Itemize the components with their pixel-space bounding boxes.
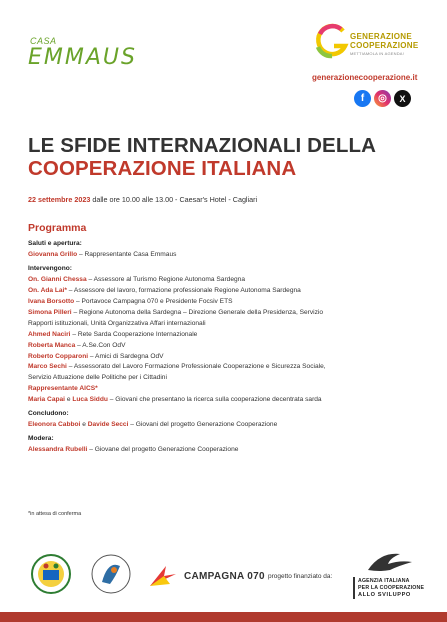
speaker-role: – Giovane del progetto Generazione Cooperazione	[87, 446, 239, 454]
emmaus-logo-text: EMMAUS	[28, 45, 137, 70]
speaker-name: Davide Secci	[87, 421, 129, 429]
casa-emmaus-logo	[28, 36, 138, 76]
list-item	[28, 352, 428, 363]
speaker-name: Roberta Manca	[28, 341, 76, 349]
event-title-line1: LE SFIDE INTERNAZIONALI DELLA	[28, 134, 376, 157]
speaker-name: Maria Capai	[28, 396, 66, 404]
speaker-name: Alessandra Rubelli	[28, 446, 88, 454]
gen-logo-line1: GENERAZIONE	[350, 32, 412, 41]
list-item	[28, 362, 428, 373]
speaker-name: Ivana Borsotto	[28, 297, 75, 305]
campagna-070-label: CAMPAGNA 070	[184, 571, 265, 582]
speaker-name: Marco Sechi	[28, 363, 67, 371]
speaker-role: – Assessore al Turismo Regione Autonoma Sardegna	[86, 275, 245, 283]
speaker-role: – Regione Autonoma della Sardegna – Direzione Generale della Presidenza, Servizio	[71, 308, 324, 316]
speaker-role: – Rete Sarda Cooperazione Internazionale	[70, 330, 198, 338]
website-link[interactable]: generazionecooperazione.it	[312, 73, 418, 82]
event-details: dalle ore 10.00 alle 13.00 - Caesar's Hotel - Cagliari	[90, 195, 258, 204]
speaker-role: – Rappresentante Casa Emmaus	[77, 250, 177, 258]
amici-sardegna-badge-icon	[90, 552, 132, 596]
list-item	[28, 395, 428, 406]
speaker-role: – Giovani che presentano la ricerca sulla cooperazione decentrata sarda	[107, 396, 322, 404]
social-icons	[354, 90, 411, 107]
generazione-cooperazione-logo	[312, 20, 432, 70]
list-item-continuation: Servizio Attuazione delle Politiche per i Cittadini	[28, 374, 167, 382]
interventi-heading: Intervengono:	[28, 264, 72, 272]
footer-red-bar	[0, 612, 447, 622]
modera-heading: Modera:	[28, 435, 54, 443]
speaker-role: – Assessorato del Lavoro Formazione Professionale Cooperazione e Sicurezza Sociale,	[66, 363, 326, 371]
list-item	[28, 308, 428, 319]
aics-line2: PER LA COOPERAZIONE	[358, 585, 425, 591]
aics-divider	[353, 577, 355, 599]
financed-by-label: progetto finanziato da:	[268, 573, 333, 580]
facebook-icon[interactable]: f	[354, 90, 371, 107]
speaker-name: Rappresentante AICS*	[28, 385, 98, 393]
conjunction: e	[80, 421, 88, 429]
emmaus-logo-small-text: CASA	[30, 36, 57, 46]
list-item	[28, 341, 428, 352]
x-twitter-icon[interactable]: X	[394, 90, 411, 107]
campagna-070-logo-icon	[148, 564, 178, 588]
event-dateline	[28, 195, 257, 204]
list-item	[28, 286, 428, 297]
speaker-name: Eleonora Cabboi	[28, 421, 81, 429]
saluti-heading: Saluti e apertura:	[28, 240, 82, 247]
speaker-name: On. Ada Lai*	[28, 286, 67, 294]
list-item	[28, 297, 428, 308]
dove-icon	[360, 550, 420, 574]
aics-line1: AGENZIA ITALIANA	[358, 578, 410, 584]
concludono-heading: Concludono:	[28, 410, 69, 418]
speaker-name: Ahmed Naciri	[28, 330, 71, 338]
speaker-role: – Amici di Sardegna OdV	[88, 352, 164, 360]
list-item	[28, 330, 428, 341]
speaker-name: On. Gianni Chessa	[28, 275, 87, 283]
list-item	[28, 250, 428, 261]
speaker-name: Simona Pilleri	[28, 308, 72, 316]
conjunction: e	[65, 396, 73, 404]
event-date: 22 settembre 2023	[28, 195, 91, 204]
list-item	[28, 445, 428, 456]
speaker-name: Luca Siddu	[72, 396, 108, 404]
speaker-name: Roberto Copparoni	[28, 352, 89, 360]
gen-logo-tagline: METTIAMOLA IN AGENDA!	[350, 51, 404, 56]
event-title-line2: COOPERAZIONE ITALIANA	[28, 157, 297, 180]
aics-line3: ALLO SVILUPPO	[358, 592, 411, 598]
footer-logos	[0, 540, 447, 610]
speaker-name: Giovanna Grillo	[28, 250, 78, 258]
speaker-role: – Giovani del progetto Generazione Cooperazione	[128, 421, 278, 429]
gen-logo-line2: COOPERAZIONE	[350, 41, 419, 50]
programma-heading: Programma	[28, 222, 87, 234]
association-badge-icon	[30, 552, 72, 596]
list-item	[28, 275, 428, 286]
speaker-role: – Assessore del lavoro, formazione professionale Regione Autonoma Sardegna	[66, 286, 301, 294]
instagram-icon[interactable]: ◎	[374, 90, 391, 107]
aics-logo	[350, 550, 430, 600]
list-item-continuation: Rapporti istituzionali, Unità Organizzativa Affari internazionali	[28, 319, 206, 327]
programma-list	[28, 239, 428, 456]
g-logo-icon	[312, 22, 352, 62]
speaker-role: – A.Se.Con OdV	[75, 341, 126, 349]
confirmation-note: *in attesa di conferma	[28, 511, 82, 517]
speaker-role: – Portavoce Campagna 070 e Presidente Focsiv ETS	[74, 297, 233, 305]
list-item	[28, 384, 428, 395]
list-item	[28, 420, 428, 431]
